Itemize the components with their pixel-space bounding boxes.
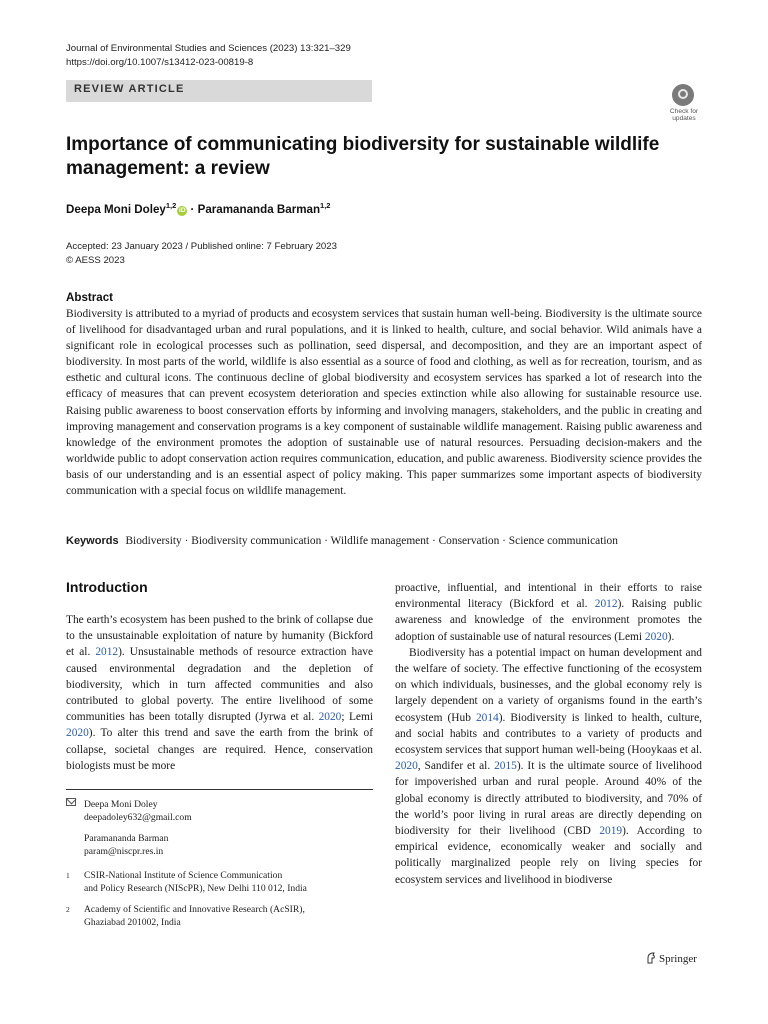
author-1-name[interactable]: Deepa Moni Doley — [66, 202, 166, 216]
orcid-icon[interactable]: iD — [179, 206, 186, 214]
check-updates-icon — [672, 84, 694, 106]
affiliation-2-number: 2 — [66, 905, 70, 914]
author-list — [66, 201, 330, 216]
author-separator: · — [187, 202, 198, 216]
journal-header — [66, 42, 351, 70]
citation-link[interactable]: 2020 — [66, 727, 89, 740]
author-1-footnote-name: Deepa Moni Doley — [84, 799, 158, 810]
check-for-updates-badge[interactable] — [664, 84, 704, 124]
accepted-published-dates: Accepted: 23 January 2023 / Published online: 7 February 2023 — [66, 241, 337, 252]
keywords-label: Keywords — [66, 535, 119, 547]
publisher-logo — [646, 952, 697, 965]
author-2-email[interactable]: param@niscpr.res.in — [84, 846, 164, 857]
author-1-email[interactable]: deepadoley632@gmail.com — [84, 812, 192, 823]
affiliation-1: CSIR-National Institute of Science Communication and Policy Research (NIScPR), New Delhi 110 012, India — [84, 870, 307, 894]
keywords — [66, 533, 706, 549]
copyright-line: © AESS 2023 — [66, 255, 125, 266]
badge-line-1: Check for — [669, 108, 699, 115]
mail-icon — [66, 798, 76, 806]
citation-link[interactable]: 2020 — [644, 630, 668, 643]
citation-link[interactable]: 2012 — [594, 598, 618, 611]
article-type-label: REVIEW ARTICLE — [74, 83, 185, 95]
intro-right-column — [395, 580, 702, 888]
author-1-affiliation: 1,2 — [165, 201, 177, 210]
citation-link[interactable]: 2020 — [395, 760, 418, 773]
author-2-footnote-name: Paramananda Barman — [84, 833, 169, 844]
abstract-heading: Abstract — [66, 291, 114, 304]
journal-citation: Journal of Environmental Studies and Sciences (2023) 13:321–329 — [66, 43, 351, 54]
affiliation-2: Academy of Scientific and Innovative Research (AcSIR), Ghaziabad 201002, India — [84, 904, 305, 928]
article-title: Importance of communicating biodiversity for sustainable wildlife management: a review — [66, 134, 660, 179]
author-2-name[interactable]: Paramananda Barman — [197, 202, 321, 216]
affiliation-1-number: 1 — [66, 871, 70, 880]
article-type-bar — [66, 80, 372, 102]
author-2-affiliation: 1,2 — [320, 201, 331, 210]
citation-link[interactable]: 2012 — [95, 646, 119, 659]
intro-left-column — [66, 612, 373, 774]
publisher-name: Springer — [659, 953, 697, 965]
badge-line-2: updates — [672, 115, 696, 122]
intro-paragraph-2: Biodiversity has a potential impact on human development and the welfare of society. The effective functioning of the ecosystem on which individuals, businesses, and the global economy rely is largely dependent on a variety of organisms found in the earth’s ecosystem (Hub 2014). Biodiversity is linked to health, culture, and social habits and contributes to a variety of products and ecosystem services that support human well-being (Hooykaas et al. 2020, Sandifer et al. 2015). It is the ultimate source of livelihood for impoverished urban and rural people. Around 40% of the global economy is directly attributed to biodiversity, and 70% of the world’s poor living in rural areas are directly depending on biodiversity for their livelihood (CBD 2019). According to empirical evidence, economically weaker and socially and politically marginalized people rely on living species for ecosystem services and livelihood in biodiverse — [395, 646, 702, 886]
citation-link[interactable]: 2019 — [599, 825, 623, 838]
citation-link[interactable]: 2014 — [475, 711, 499, 724]
citation-link[interactable]: 2020 — [318, 711, 342, 724]
keywords-list: Biodiversity · Biodiversity communication · Wildlife management · Conservation · Science communication — [125, 535, 618, 547]
intro-paragraph-1: The earth’s ecosystem has been pushed to the brink of collapse due to the unsustainable exploitation of nature by humanity (Bickford et al. 2012). Unsustainable methods of resource extraction have caused environmental degradation and the depletion of biodiversity, which in turn affected communities and also contributed to global poverty. The entire livelihood of some communities has been totally disrupted (Jyrwa et al. 2020; Lemi 2020). To alter this trend and save the earth from the brink of collapse, societal changes are required. Hence, conservation biologists must be more — [66, 614, 374, 772]
publication-dates — [66, 240, 337, 268]
doi-link[interactable]: https://doi.org/10.1007/s13412-023-00819-8 — [66, 57, 254, 68]
introduction-heading: Introduction — [66, 579, 148, 595]
footnote-divider — [66, 789, 373, 790]
intro-paragraph-1-cont: proactive, influential, and intentional in their efforts to raise environmental literacy (Bickford et al. 2012). Raising public awareness and knowledge of the environment promotes the adoption of sustainable use of natural resources (Lemi 2020). — [395, 582, 702, 643]
citation-link[interactable]: 2015 — [494, 760, 517, 773]
springer-horse-icon — [646, 952, 656, 964]
corresponding-author-1 — [84, 798, 192, 824]
abstract-text: Biodiversity is attributed to a myriad of products and ecosystem services that sustain human well-being. Biodiversity is the ultimate source of livelihood for disadvantaged urban and rural populations, and it is linked to health, culture, and social behavior. Wild animals have a significant role in ecological processes such as pollination, seed dispersal, and decomposition, and they are an important aspect of biodiversity. In most parts of the world, wildlife is also essential as a source of food and clothing, as well as for recreation, tourism, and as esthetic and cultural icons. The continuous decline of global biodiversity and ecosystem services has sparked a lot of research into the efficacy of measures that can prevent ecosystem deterioration and species extinction while also allowing for sustainable resource use. Raising public awareness to boost conservation efforts by informing and involving managers, stakeholders, and the public in creating and improving management and conservation programs is a key component of sustainable wildlife management. Raising public awareness and knowledge of the environment promotes the adoption of sustainable use of natural resources. Persuading decision-makers and the worldwide public to adopt conservation action requires communication, education, and public awareness. Biodiversity science provides the basis of our understanding and is an essential aspect of policy making. This paper summarizes some important aspects of biodiversity communication with a special focus on wildlife management. — [66, 308, 702, 498]
corresponding-author-2 — [84, 832, 168, 858]
